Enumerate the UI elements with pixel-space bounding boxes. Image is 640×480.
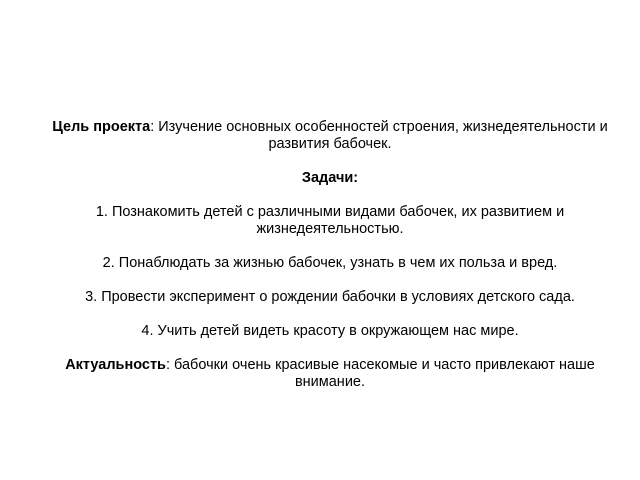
project-goal-text: : Изучение основных особенностей строения, жизнедеятельности и развития бабочек. — [150, 119, 608, 152]
spacer — [40, 340, 620, 357]
spacer — [40, 238, 620, 255]
tasks-heading: Задачи: — [301, 170, 359, 186]
relevance-text: : бабочки очень красивые насекомые и часто привлекают наше внимание. — [165, 357, 595, 390]
task-item-3: 3. Провести эксперимент о рождении бабочки в условиях детского сада. — [85, 289, 575, 305]
task-item-1: 1. Познакомить детей с различными видами бабочек, их развитием и жизнедеятельностью. — [95, 204, 565, 237]
project-goal-label: Цель проекта — [52, 119, 151, 135]
relevance-paragraph — [40, 357, 620, 391]
spacer — [40, 306, 620, 323]
relevance-label: Актуальность — [65, 357, 166, 373]
task-item-4: 4. Учить детей видеть красоту в окружающем нас мире. — [141, 323, 519, 339]
spacer — [40, 272, 620, 289]
spacer — [40, 187, 620, 204]
project-goal-paragraph — [40, 119, 620, 153]
task-item-2: 2. Понаблюдать за жизнью бабочек, узнать в чем их польза и вред. — [102, 255, 558, 271]
spacer — [40, 153, 620, 170]
slide-text-body — [40, 119, 620, 391]
